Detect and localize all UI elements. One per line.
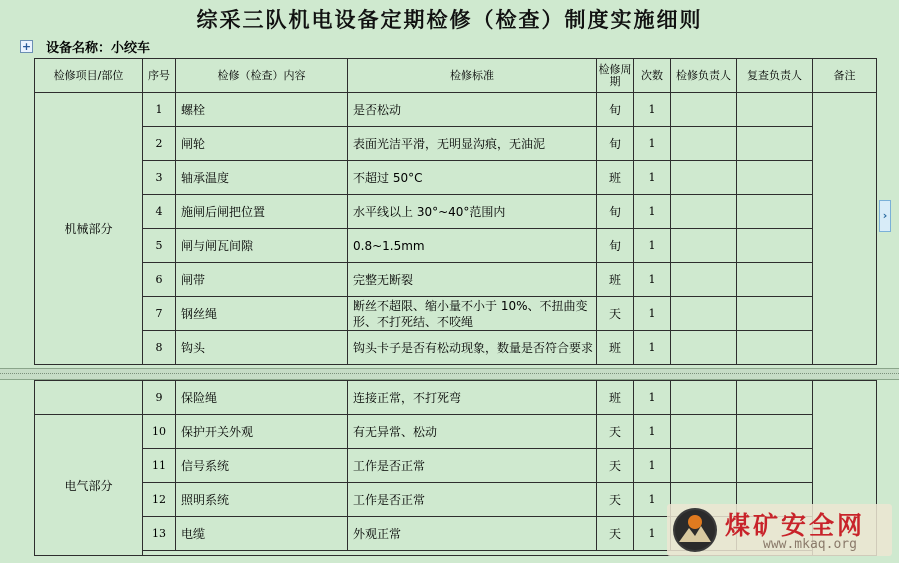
row-reviewer[interactable]	[737, 415, 813, 449]
row-content: 轴承温度	[176, 161, 348, 195]
watermark-text: 煤矿安全网	[725, 511, 866, 540]
row-times: 1	[634, 229, 671, 263]
row-reviewer[interactable]	[737, 195, 813, 229]
watermark-logo	[667, 504, 892, 556]
row-standard: 有无异常、松动	[348, 415, 597, 449]
row-seq: 7	[143, 297, 176, 331]
header-cycle: 检修周期	[597, 59, 634, 93]
row-times: 1	[634, 127, 671, 161]
page-title: 综采三队机电设备定期检修（检查）制度实施细则	[196, 7, 703, 32]
header-content: 检修（检查）内容	[176, 59, 348, 93]
row-cycle: 旬	[597, 127, 634, 161]
table-row	[35, 263, 877, 297]
row-standard: 钩头卡子是否有松动现象，数量是否符合要求	[348, 331, 597, 365]
row-content: 钩头	[176, 331, 348, 365]
row-standard: 外观正常	[348, 517, 597, 551]
row-seq: 5	[143, 229, 176, 263]
row-content: 保险绳	[176, 381, 348, 415]
part-electrical: 电气部分	[35, 415, 143, 556]
row-content: 闸轮	[176, 127, 348, 161]
row-standard: 是否松动	[348, 93, 597, 127]
row-reviewer[interactable]	[737, 449, 813, 483]
row-standard: 完整无断裂	[348, 263, 597, 297]
row-content: 照明系统	[176, 483, 348, 517]
row-reviewer[interactable]	[737, 263, 813, 297]
table-row	[35, 331, 877, 365]
row-seq: 10	[143, 415, 176, 449]
row-responsible[interactable]	[671, 297, 737, 331]
row-content: 钢丝绳	[176, 297, 348, 331]
table-header-row	[35, 59, 877, 93]
row-standard: 工作是否正常	[348, 483, 597, 517]
row-standard: 断丝不超限、缩小量不小于 10%、不扭曲变形、不打死结、不咬绳	[348, 297, 597, 331]
row-times: 1	[634, 297, 671, 331]
device-name: 设备名称：小绞车	[46, 41, 151, 56]
row-times: 1	[634, 415, 671, 449]
row-content: 螺栓	[176, 93, 348, 127]
table-row	[35, 449, 877, 483]
row-standard: 表面光洁平滑，无明显沟痕，无油泥	[348, 127, 597, 161]
row-cycle: 班	[597, 263, 634, 297]
row-times: 1	[634, 195, 671, 229]
row-responsible[interactable]	[671, 229, 737, 263]
row-cycle: 班	[597, 381, 634, 415]
row-cycle: 旬	[597, 229, 634, 263]
row-responsible[interactable]	[671, 161, 737, 195]
row-standard: 连接正常，不打死弯	[348, 381, 597, 415]
row-cycle: 天	[597, 517, 634, 551]
row-cycle: 旬	[597, 93, 634, 127]
table-row	[35, 415, 877, 449]
row-content: 保护开关外观	[176, 415, 348, 449]
row-standard: 工作是否正常	[348, 449, 597, 483]
row-times: 1	[634, 93, 671, 127]
row-times: 1	[634, 331, 671, 365]
row-content: 电缆	[176, 517, 348, 551]
table-row	[35, 93, 877, 127]
chevron-right-icon[interactable]: ›	[879, 200, 891, 232]
header-reviewer: 复查负责人	[737, 59, 813, 93]
row-cycle: 旬	[597, 195, 634, 229]
header-part: 检修项目/部位	[35, 59, 143, 93]
mine-logo-icon	[673, 508, 717, 552]
row-times: 1	[634, 517, 671, 551]
header-standard: 检修标准	[348, 59, 597, 93]
header-note: 备注	[813, 59, 877, 93]
row-responsible[interactable]	[671, 93, 737, 127]
row-reviewer[interactable]	[737, 93, 813, 127]
table-row	[35, 161, 877, 195]
table-row	[35, 297, 877, 331]
watermark-url: www.mkaq.org	[763, 537, 857, 552]
header-responsible: 检修负责人	[671, 59, 737, 93]
row-content: 闸带	[176, 263, 348, 297]
row-standard: 不超过 50°C	[348, 161, 597, 195]
row-times: 1	[634, 483, 671, 517]
row-cycle: 天	[597, 415, 634, 449]
row-reviewer[interactable]	[737, 127, 813, 161]
row-content: 闸与闸瓦间隙	[176, 229, 348, 263]
row-cycle: 天	[597, 483, 634, 517]
row-reviewer[interactable]	[737, 381, 813, 415]
row-seq: 1	[143, 93, 176, 127]
table-row	[35, 229, 877, 263]
row-times: 1	[634, 263, 671, 297]
header-times: 次数	[634, 59, 671, 93]
row-seq: 3	[143, 161, 176, 195]
row-times: 1	[634, 161, 671, 195]
row-times: 1	[634, 449, 671, 483]
row-times: 1	[634, 381, 671, 415]
row-responsible[interactable]	[671, 127, 737, 161]
table-row	[35, 195, 877, 229]
row-seq: 6	[143, 263, 176, 297]
row-reviewer[interactable]	[737, 229, 813, 263]
row-seq: 2	[143, 127, 176, 161]
row-responsible[interactable]	[671, 449, 737, 483]
row-standard: 水平线以上 30°~40°范围内	[348, 195, 597, 229]
table-row	[35, 127, 877, 161]
row-seq: 4	[143, 195, 176, 229]
row-cycle: 天	[597, 297, 634, 331]
part-cell-continued	[35, 381, 143, 415]
row-responsible[interactable]	[671, 415, 737, 449]
row-cycle: 班	[597, 161, 634, 195]
row-reviewer[interactable]	[737, 161, 813, 195]
header-seq: 序号	[143, 59, 176, 93]
note-cell-mechanical[interactable]	[813, 93, 877, 365]
table-row	[35, 381, 877, 415]
row-content: 施闸后闸把位置	[176, 195, 348, 229]
row-seq: 11	[143, 449, 176, 483]
row-responsible[interactable]	[671, 331, 737, 365]
row-seq: 9	[143, 381, 176, 415]
page-split-divider[interactable]	[0, 368, 899, 380]
row-responsible[interactable]	[671, 381, 737, 415]
row-standard: 0.8~1.5mm	[348, 229, 597, 263]
expand-icon[interactable]: +	[21, 40, 32, 53]
part-mechanical: 机械部分	[35, 93, 143, 365]
row-cycle: 天	[597, 449, 634, 483]
row-responsible[interactable]	[671, 195, 737, 229]
row-responsible[interactable]	[671, 263, 737, 297]
row-reviewer[interactable]	[737, 331, 813, 365]
row-seq: 12	[143, 483, 176, 517]
row-cycle: 班	[597, 331, 634, 365]
row-seq: 13	[143, 517, 176, 551]
row-seq: 8	[143, 331, 176, 365]
row-reviewer[interactable]	[737, 297, 813, 331]
maintenance-table-top	[34, 58, 877, 365]
row-content: 信号系统	[176, 449, 348, 483]
